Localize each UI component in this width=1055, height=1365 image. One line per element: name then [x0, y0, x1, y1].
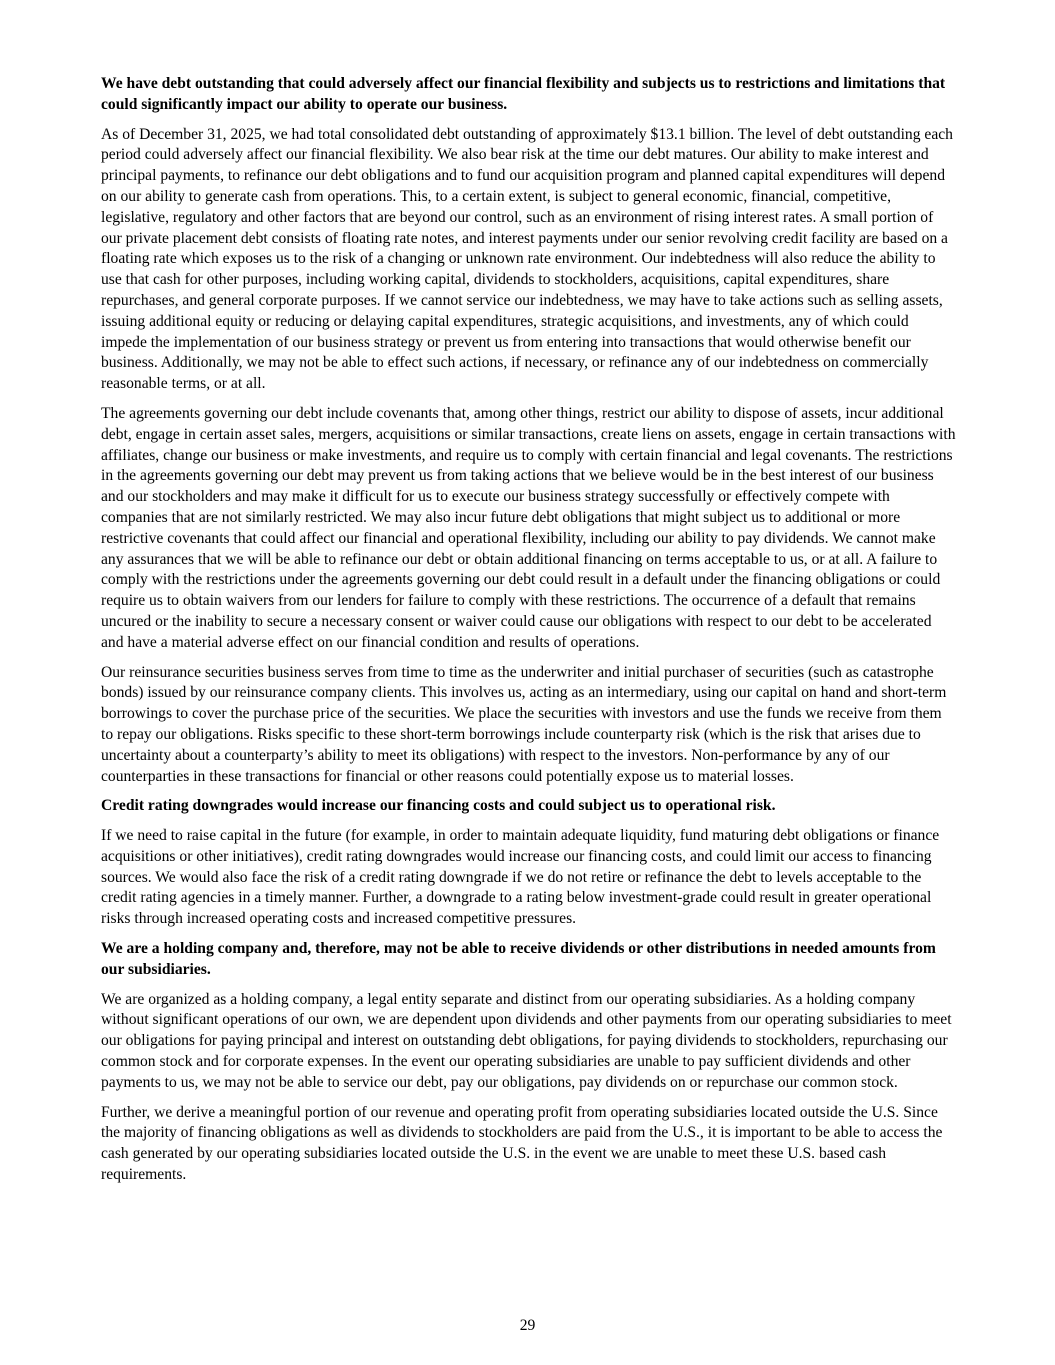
document-body: [101, 74, 957, 1195]
paragraph-foreign-subsidiaries: Further, we derive a meaningful portion of our revenue and operating profit from operating subsidiaries located outside the U.S. Since the majority of financing obligations as well as dividends to stockholders are paid from the U.S., it is important to be able to access the cash generated by our operating subsidiaries located outside the U.S. in the event we are unable to meet these U.S. based cash requirements.: [101, 1103, 943, 1184]
section-heading-holding-company: We are a holding company and, therefore, may not be able to receive dividends or other distributions in needed amounts from our subsidiaries.: [101, 940, 936, 978]
paragraph-debt-covenants: The agreements governing our debt include covenants that, among other things, restrict our ability to dispose of assets, incur additional debt, engage in certain asset sales, mergers, acquisitions or similar transactions, create liens on assets, engage in certain transactions with affiliates, change our business or make investments, and require us to comply with certain financial and legal covenants. The restrictions in the agreements governing our debt may prevent us from taking actions that we believe would be in the best interest of our business and our stockholders and may make it difficult for us to execute our business strategy successfully or effectively compete with companies that are not similarly restricted. We may also incur future debt obligations that might subject us to additional or more restrictive covenants that could affect our financial and operational flexibility, including our ability to pay dividends. We cannot make any assurances that we will be able to refinance our debt or obtain additional financing on terms acceptable to us, or at all. A failure to comply with the restrictions under the agreements governing our debt could result in a default under the financing obligations or could require us to obtain waivers from our lenders for failure to comply with these restrictions. The occurrence of a default that remains uncured or the inability to secure a necessary consent or waiver could cause our obligations with respect to our debt to be accelerated and have a material adverse effect on our financial condition and results of operations.: [101, 404, 956, 651]
page-number: 29: [519, 1317, 536, 1334]
paragraph-credit-rating-downgrades: If we need to raise capital in the future (for example, in order to maintain adequate liquidity, fund maturing debt obligations or finance acquisitions or other initiatives), credit rating downgrades would increase our financing costs, and could limit our access to financing sources. We would also face the risk of a credit rating downgrade if we do not retire or refinance the debt to levels acceptable to the credit rating agencies in a timely manner. Further, a downgrade to a rating below investment-grade could result in greater operational risks through increased operating costs and increased competitive pressures.: [101, 827, 940, 928]
paragraph-consolidated-debt: As of December 31, 2025, we had total consolidated debt outstanding of approximately $13.1 billion. The level of debt outstanding each period could adversely affect our financial flexibility. We also bear risk at the time our debt matures. Our ability to make interest and principal payments, to refinance our debt obligations and to fund our acquisition program and planned capital expenditures will depend on our ability to generate cash from operations. This, to a certain extent, is subject to general economic, financial, competitive, legislative, regulatory and other factors that are beyond our control, such as an environment of rising interest rates. A small portion of our private placement debt consists of floating rate notes, and interest payments under our senior revolving credit facility are based on a floating rate which exposes us to the risk of a changing or unknown rate environment. Our indebtedness will also reduce the ability to use that cash for other purposes, including working capital, dividends to stockholders, acquisitions, capital expenditures, share repurchases, and general corporate purposes. If we cannot service our indebtedness, we may have to take actions such as selling assets, issuing additional equity or reducing or delaying capital expenditures, strategic acquisitions, and investments, any of which could impede the implementation of our business strategy or prevent us from entering into transactions that would otherwise benefit our business. Additionally, we may not be able to effect such actions, if necessary, or refinance any of our indebtedness on commercially reasonable terms, or at all.: [101, 125, 953, 393]
section-heading-credit-rating: Credit rating downgrades would increase our financing costs and could subject us to operational risk.: [101, 797, 776, 815]
paragraph-holding-company-dependence: We are organized as a holding company, a legal entity separate and distinct from our operating subsidiaries. As a holding company without significant operations of our own, we are dependent upon dividends and other payments from our operating subsidiaries to meet our obligations for paying principal and interest on outstanding debt obligations, for paying dividends to stockholders, repurchasing our common stock and for corporate expenses. In the event our operating subsidiaries are unable to pay sufficient dividends and other payments to us, we may not be able to service our debt, pay our obligations, pay dividends on or repurchase our common stock.: [101, 990, 952, 1091]
section-heading-debt-outstanding: We have debt outstanding that could adversely affect our financial flexibility and subjects us to restrictions and limitations that could significantly impact our ability to operate our business.: [101, 75, 946, 113]
paragraph-reinsurance-securities: Our reinsurance securities business serves from time to time as the underwriter and initial purchaser of securities (such as catastrophe bonds) issued by our reinsurance company clients. This involves us, acting as an intermediary, using our capital on hand and short-term borrowings to cover the purchase price of the securities. We place the securities with investors and use the funds we receive from them to repay our obligations. Risks specific to these short-term borrowings include counterparty risk (which is the risk that arises due to uncertainty about a counterparty’s ability to meet its obligations) with respect to the investors. Non-performance by any of our counterparties in these transactions for financial or other reasons could potentially expose us to material losses.: [101, 663, 947, 785]
